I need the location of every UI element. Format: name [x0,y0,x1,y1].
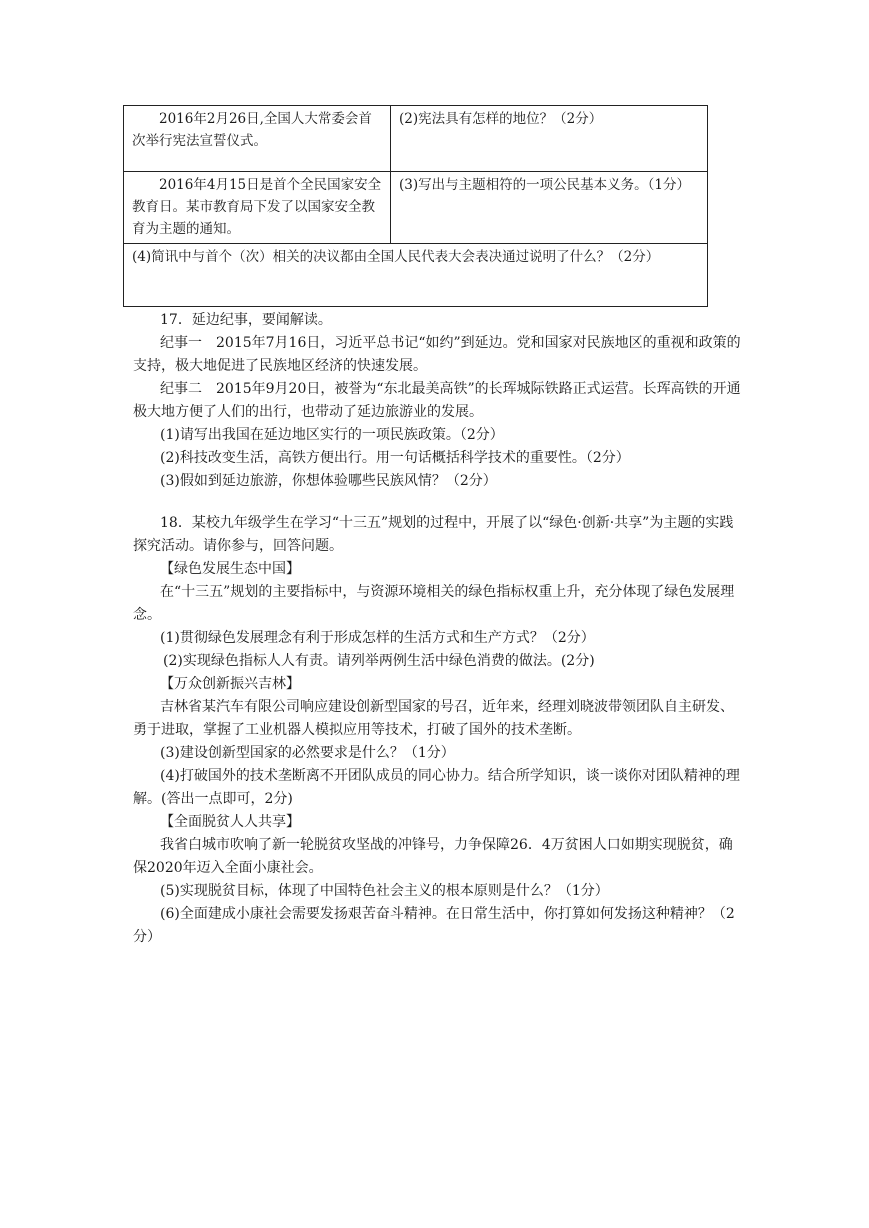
section-text-green: 在“十三五”规划的主要指标中，与资源环境相关的绿色指标权重上升，充分体现了绿色发展理念。 [133,584,735,623]
q18-sub-question-3: (3)建设创新型国家的必然要求是什么？（1分） [160,745,455,761]
table-cell-question-3: (3)写出与主题相符的一项公民基本义务。（1分） [391,172,708,244]
q18-sub-question-5: (5)实现脱贫目标，体现了中国特色社会主义的根本原则是什么？（1分） [160,883,609,899]
table-row [124,244,708,307]
table-cell-question-4: (4)简讯中与首个（次）相关的决议都由全国人民代表大会表决通过说明了什么？（2分） [124,244,708,307]
table-cell-news-2: 2016年4月15日是首个全民国家安全教育日。某市教育局下发了以国家安全教育为主题的通知。 [124,172,391,244]
event-2-text: 纪事二 2015年9月20日，被誉为“东北最美高铁”的长珲城际铁路正式运营。长珲高铁的开通极大地方便了人们的出行，也带动了延边旅游业的发展。 [133,381,741,420]
question-17 [133,309,741,493]
question-17-title: 17．延边纪事，要闻解读。 [160,312,332,328]
q18-sub-question-1: (1)贯彻绿色发展理念有利于形成怎样的生活方式和生产方式？（2分） [160,630,595,646]
question-18 [133,512,741,949]
section-heading-green: 【绿色发展生态中国】 [160,561,300,577]
q17-sub-question-2: (2)科技改变生活，高铁方便出行。用一句话概括科学技术的重要性。（2分） [160,450,630,466]
table-cell-question-2: (2)宪法具有怎样的地位？（2分） [391,106,708,172]
table-row [124,172,708,244]
section-text-poverty: 我省白城市吹响了新一轮脱贫攻坚战的冲锋号，力争保障26．4万贫困人口如期实现脱贫，确保2020年迈入全面小康社会。 [133,837,733,876]
section-heading-poverty: 【全面脱贫人人共享】 [160,814,300,830]
q17-sub-question-1: (1)请写出我国在延边地区实行的一项民族政策。（2分） [160,427,504,443]
event-1-text: 纪事一 2015年7月16日，习近平总书记“如约”到延边。党和国家对民族地区的重视和政策的支持，极大地促进了民族地区经济的快速发展。 [133,335,741,374]
section-heading-innovation: 【万众创新振兴吉林】 [160,676,300,692]
q18-sub-question-6: (6)全面建成小康社会需要发扬艰苦奋斗精神。在日常生活中，你打算如何发扬这种精神？（2分） [133,906,735,945]
news-table [123,105,708,307]
q17-sub-question-3: (3)假如到延边旅游，你想体验哪些民族风情？（2分） [160,473,497,489]
question-18-intro: 18．某校九年级学生在学习“十三五”规划的过程中，开展了以“绿色·创新·共享”为主题的实践探究活动。请你参与，回答问题。 [133,515,734,554]
q18-sub-question-4: (4)打破国外的技术垄断离不开团队成员的同心协力。结合所学知识，谈一谈你对团队精神的理解。(答出一点即可，2分) [133,768,740,807]
table-row [124,106,708,172]
q18-sub-question-2: (2)实现绿色指标人人有责。请列举两例生活中绿色消费的做法。(2分) [163,653,595,669]
section-text-innovation: 吉林省某汽车有限公司响应建设创新型国家的号召，近年来，经理刘晓波带领团队自主研发、勇于进取，掌握了工业机器人模拟应用等技术，打破了国外的技术垄断。 [133,699,734,738]
table-cell-news-1: 2016年2月26日,全国人大常委会首次举行宪法宣誓仪式。 [124,106,391,172]
